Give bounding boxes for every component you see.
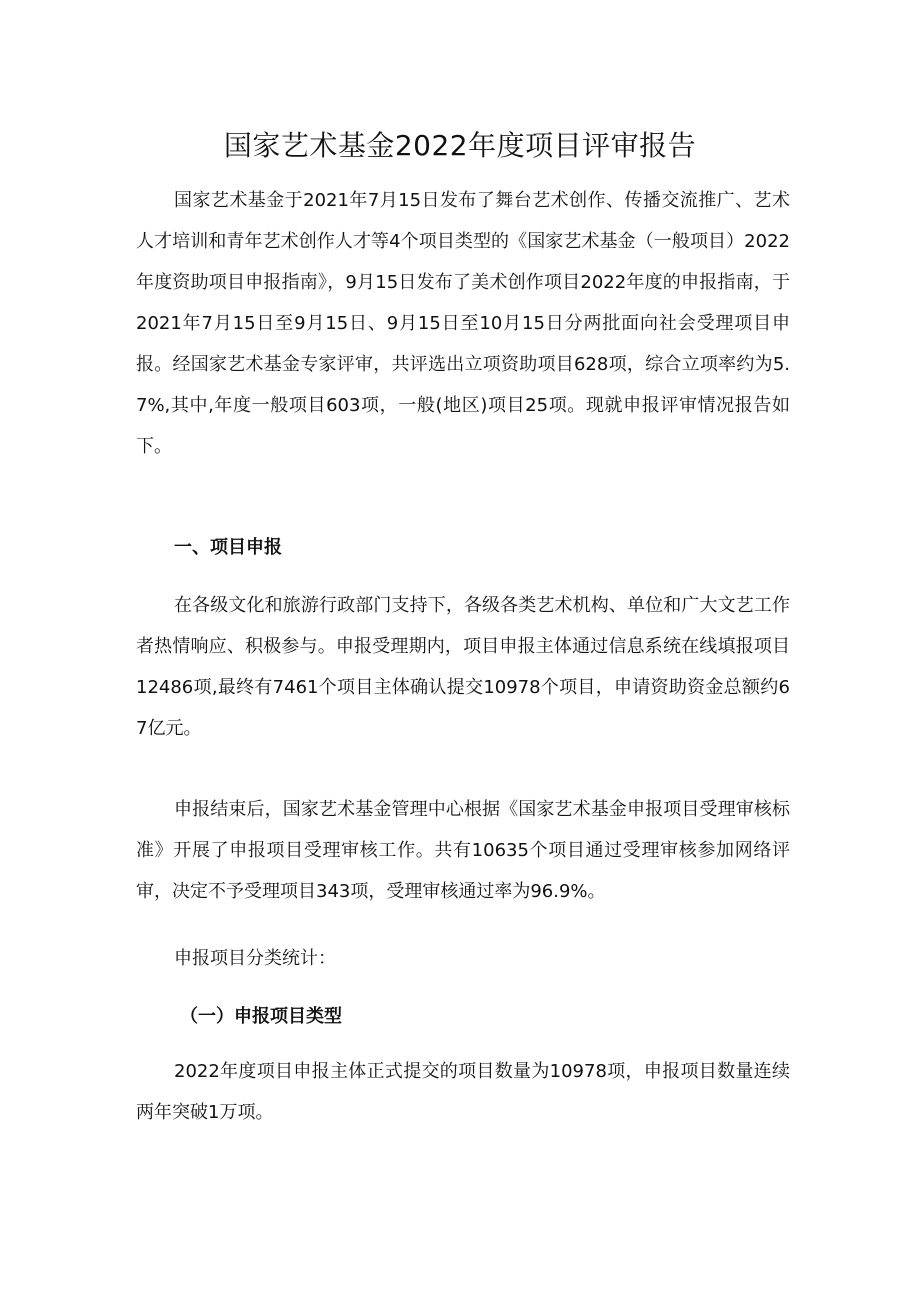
section-heading-project-application: 一、项目申报 xyxy=(174,537,282,558)
document-title: 国家艺术基金2022年度项目评审报告 xyxy=(223,129,697,162)
section1-paragraph-1: 在各级文化和旅游行政部门支持下，各级各类艺术机构、单位和广大文艺工作者热情响应、积极参与。申报受理期内，项目申报主体通过信息系统在线填报项目12486项,最终有7461个项目主体确认提交10978个项目，申请资助资金总额约67亿元。 xyxy=(136,595,790,739)
subsection-heading-project-types: （一）申报项目类型 xyxy=(180,1006,342,1027)
section1-paragraph-2: 申报结束后，国家艺术基金管理中心根据《国家艺术基金申报项目受理审核标准》开展了申报项目受理审核工作。共有10635个项目通过受理审核参加网络评审，决定不予受理项目343项，受理审核通过率为96.9%。 xyxy=(136,799,790,902)
subsection1-paragraph: 2022年度项目申报主体正式提交的项目数量为10978项，申报项目数量连续两年突破1万项。 xyxy=(136,1061,790,1123)
intro-paragraph: 国家艺术基金于2021年7月15日发布了舞台艺术创作、传播交流推广、艺术人才培训和青年艺术创作人才等4个项目类型的《国家艺术基金（一般项目）2022年度资助项目申报指南》，9月15日发布了美术创作项目2022年度的申报指南，于2021年7月15日至9月15日、9月15日至10月15日分两批面向社会受理项目申报。经国家艺术基金专家评审，共评选出立项资助项目628项，综合立项率约为5.7%,其中,年度一般项目603项，一般(地区)项目25项。现就申报评审情况报告如下。 xyxy=(136,190,790,457)
stats-label: 申报项目分类统计： xyxy=(174,948,336,969)
